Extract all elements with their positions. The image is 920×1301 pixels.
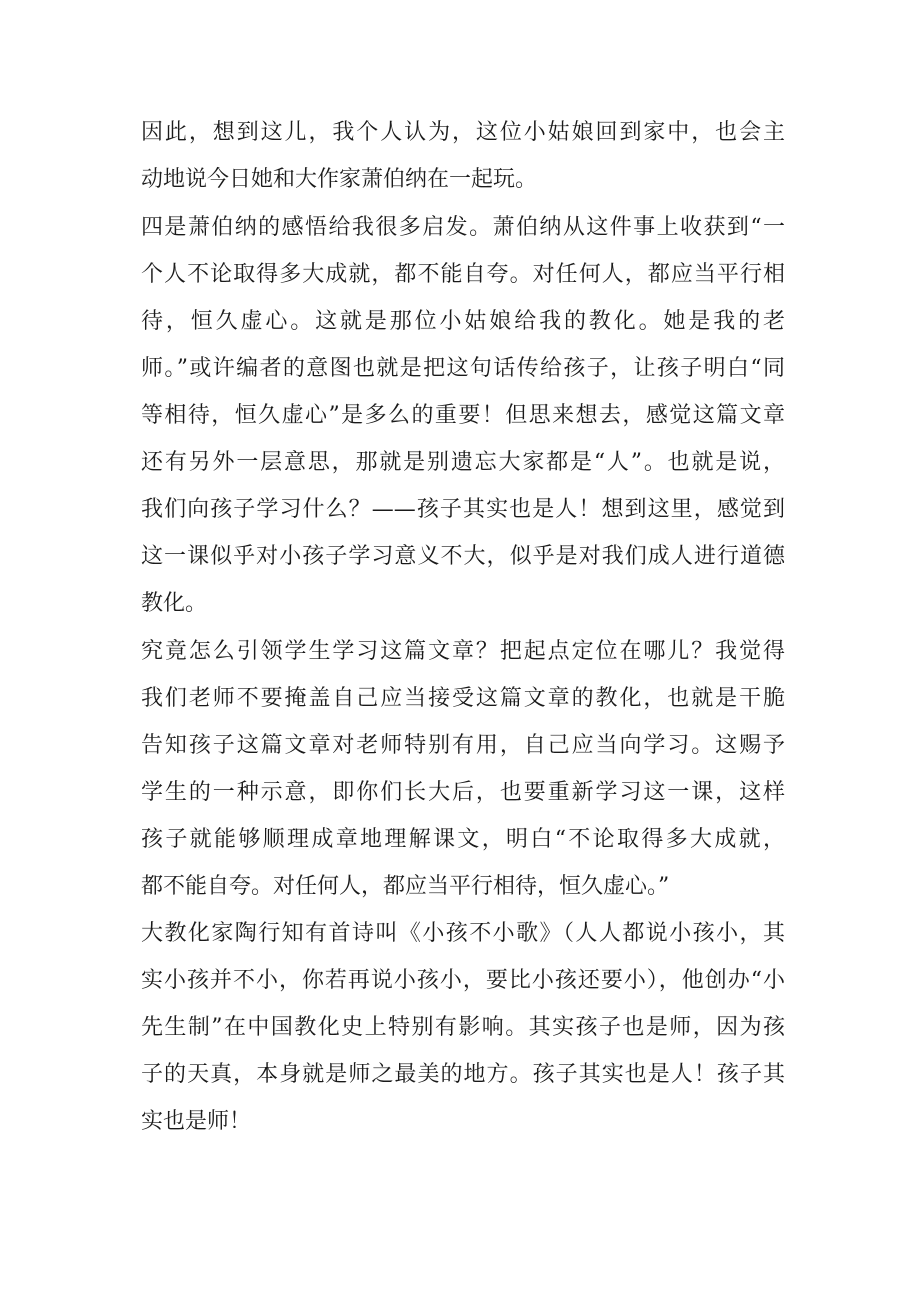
paragraph-2-line-1: 四是萧伯纳的感悟给我很多启发。萧伯纳从这件事上收获到“一 [141,215,785,240]
paragraph-3-line-6: 都不能自夸。对任何人，都应当平行相待，恒久虚心。” [141,874,670,899]
paragraph-3-line-4: 学生的一种示意，即你们长大后，也要重新学习这一课，这样 [141,780,785,805]
paragraph-4-line-4: 子的天真，本身就是师之最美的地方。孩子其实也是人！孩子其 [141,1062,785,1087]
paragraph-2-line-3: 待，恒久虚心。这就是那位小姑娘给我的教化。她是我的老 [141,309,785,334]
paragraph-4-line-2: 实小孩并不小，你若再说小孩小，要比小孩还要小），他创办“小 [141,968,785,993]
paragraph-1-line-1: 因此，想到这儿，我个人认为，这位小姑娘回到家中，也会主 [141,120,785,145]
paragraph-2-line-2: 个人不论取得多大成就，都不能自夸。对任何人，都应当平行相 [141,262,785,287]
paragraph-2-line-4: 师。”或许编者的意图也就是把这句话传给孩子，让孩子明白“同 [141,356,785,381]
paragraph-3-line-3: 告知孩子这篇文章对老师特别有用，自己应当向学习。这赐予 [141,733,785,758]
paragraph-3-line-5: 孩子就能够顺理成章地理解课文，明白“不论取得多大成就， [141,827,785,852]
paragraph-4-line-1: 大教化家陶行知有首诗叫《小孩不小歌》（人人都说小孩小，其 [141,921,785,946]
paragraph-2-line-9: 教化。 [141,591,208,616]
paragraph-4-line-5: 实也是师！ [141,1109,252,1134]
paragraph-2-line-7: 我们向孩子学习什么？——孩子其实也是人！想到这里，感觉到 [141,497,785,522]
paragraph-2-line-5: 等相待，恒久虚心”是多么的重要！但思来想去，感觉这篇文章 [141,403,785,428]
paragraph-2-line-6: 还有另外一层意思，那就是别遗忘大家都是“人”。也就是说， [141,450,785,475]
paragraph-2-line-8: 这一课似乎对小孩子学习意义不大，似乎是对我们成人进行道德 [141,544,785,569]
paragraph-3-line-1: 究竟怎么引领学生学习这篇文章？把起点定位在哪儿？我觉得 [141,639,785,664]
paragraph-4-line-3: 先生制”在中国教化史上特别有影响。其实孩子也是师，因为孩 [141,1015,785,1040]
paragraph-3-line-2: 我们老师不要掩盖自己应当接受这篇文章的教化，也就是干脆 [141,686,785,711]
paragraph-1-line-2: 动地说今日她和大作家萧伯纳在一起玩。 [141,167,538,192]
